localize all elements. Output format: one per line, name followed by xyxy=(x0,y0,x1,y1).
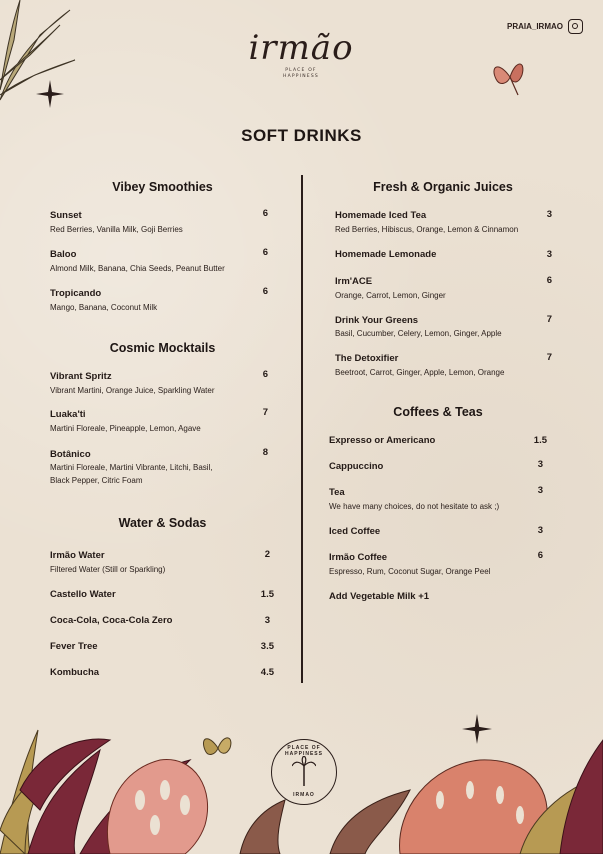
menu-item-price: 6 xyxy=(537,550,543,561)
menu-item-name: Tea xyxy=(329,487,345,498)
menu-item-description: Martini Floreale, Pineapple, Lemon, Agave xyxy=(50,424,201,433)
menu-item-name: Irm'ACE xyxy=(335,276,373,287)
menu-item-description: Red Berries, Vanilla Milk, Goji Berries xyxy=(50,225,183,234)
menu-item-price: 4.5 xyxy=(260,667,274,678)
menu-item-price: 6 xyxy=(262,286,268,297)
badge-bottom-text: IRMAO xyxy=(293,792,315,798)
menu-item-price: 2 xyxy=(264,549,270,560)
menu-item-price: 6 xyxy=(546,275,552,286)
menu-item-price: 3.5 xyxy=(260,641,274,652)
menu-item-description: Martini Floreale, Martini Vibrante, Litchi, Basil, xyxy=(50,463,213,472)
menu-item-name: Cappuccino xyxy=(329,461,384,472)
page-title: SOFT DRINKS xyxy=(241,126,362,145)
menu-item-description: Almond Milk, Banana, Chia Seeds, Peanut Butter xyxy=(50,264,225,273)
menu-item-price: 8 xyxy=(262,447,268,458)
menu-item-price: 3 xyxy=(537,485,543,496)
menu-item-name: Baloo xyxy=(50,249,77,260)
menu-item-description: We have many choices, do not hesitate to ask ;) xyxy=(329,502,500,511)
menu-item-name: Homemade Lemonade xyxy=(335,249,437,260)
menu-item-price: 7 xyxy=(546,352,552,363)
menu-item-description: Basil, Cucumber, Celery, Lemon, Ginger, Apple xyxy=(335,329,502,338)
menu-item-price: 6 xyxy=(262,369,268,380)
palm-tree-icon xyxy=(292,756,316,786)
menu-item-name: Luaka'ti xyxy=(50,409,86,420)
menu-item-price: 6 xyxy=(262,208,268,219)
menu-item-price: 3 xyxy=(537,525,543,536)
menu-item-name: Irmão Coffee xyxy=(329,552,388,563)
menu-item-name: Expresso or Americano xyxy=(329,435,436,446)
menu-item-name: Vibrant Spritz xyxy=(50,371,112,382)
menu-item-name: Fever Tree xyxy=(50,641,98,652)
menu-item-price: 1.5 xyxy=(533,435,547,446)
menu-item-description: Beetroot, Carrot, Ginger, Apple, Lemon, Orange xyxy=(335,368,505,377)
brand-logo-text: irmão xyxy=(248,28,354,68)
menu-item-name: Drink Your Greens xyxy=(335,315,419,326)
menu-item-name: Iced Coffee xyxy=(329,526,381,537)
menu-item-description: Mango, Banana, Coconut Milk xyxy=(50,303,158,312)
section-title-juices: Fresh & Organic Juices xyxy=(373,180,513,194)
instagram-handle[interactable] xyxy=(507,19,583,34)
menu-item-name: Botânico xyxy=(50,449,91,460)
menu-item-name: Kombucha xyxy=(50,667,100,678)
menu-item-name: Coca-Cola, Coca-Cola Zero xyxy=(50,615,173,626)
menu-item-price: 3 xyxy=(546,249,552,260)
menu-item-name: Homemade Iced Tea xyxy=(335,210,427,221)
brand-tagline-line2: HAPPINESS xyxy=(283,74,319,79)
menu-item-price: 7 xyxy=(546,314,552,325)
menu-item-name: The Detoxifier xyxy=(335,353,399,364)
menu-item-description: Orange, Carrot, Lemon, Ginger xyxy=(335,291,446,300)
column-divider xyxy=(301,175,303,683)
instagram-icon[interactable] xyxy=(568,19,583,34)
menu-item-name: Add Vegetable Milk +1 xyxy=(329,591,430,602)
menu-item-price: 3 xyxy=(546,209,552,220)
menu-item-price: 6 xyxy=(262,247,268,258)
brand-tagline-line1: PLACE OF xyxy=(285,68,317,73)
menu-item-price: 7 xyxy=(262,407,268,418)
menu-item-description: Black Pepper, Citric Foam xyxy=(50,476,143,485)
place-of-happiness-badge xyxy=(271,739,337,805)
menu-item-name: Castello Water xyxy=(50,589,116,600)
section-title-mocktails: Cosmic Mocktails xyxy=(109,341,216,355)
menu-item-description: Filtered Water (Still or Sparkling) xyxy=(50,565,166,574)
section-title-coffees: Coffees & Teas xyxy=(393,405,483,419)
instagram-handle-text: PRAIA_IRMAO xyxy=(506,22,563,31)
menu-item-description: Vibrant Martini, Orange Juice, Sparkling Water xyxy=(50,386,215,395)
menu-item-description: Espresso, Rum, Coconut Sugar, Orange Peel xyxy=(329,567,491,576)
section-title-water: Water & Sodas xyxy=(118,516,207,530)
menu-item-name: Sunset xyxy=(50,210,82,221)
section-title-smoothies: Vibey Smoothies xyxy=(112,180,213,194)
menu-item-price: 1.5 xyxy=(260,589,274,600)
menu-item-price: 3 xyxy=(264,615,270,626)
badge-top-text: PLACE OF HAPPINESS xyxy=(285,745,323,757)
menu-item-description: Red Berries, Hibiscus, Orange, Lemon & Cinnamon xyxy=(335,225,519,234)
menu-item-name: Irmão Water xyxy=(50,550,105,561)
menu-item-name: Tropicando xyxy=(50,288,102,299)
menu-item-price: 3 xyxy=(537,459,543,470)
brand-logo xyxy=(236,28,366,98)
